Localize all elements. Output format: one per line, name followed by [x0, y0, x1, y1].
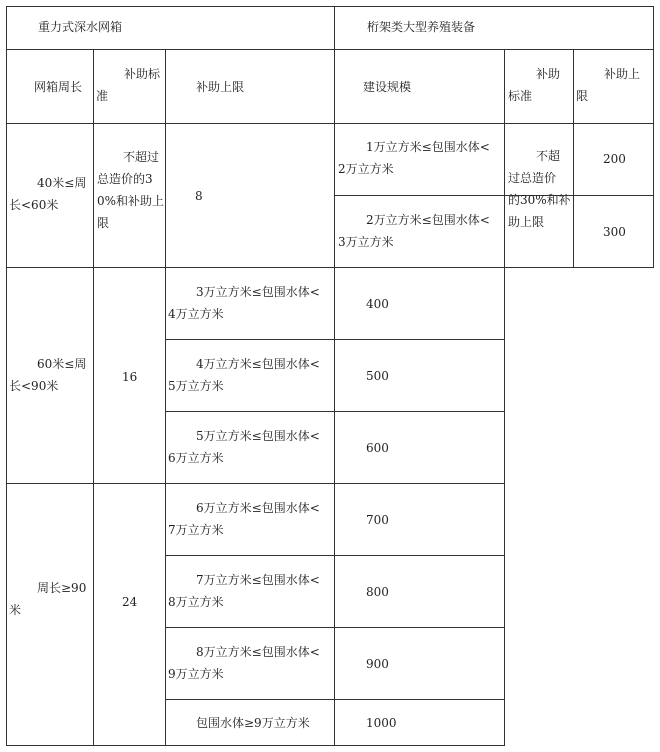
rule: [6, 6, 7, 746]
col-scale: 建设规模: [363, 80, 412, 94]
truss-scale-2-3: 2万立方米≤包围水体< 3万立方米: [338, 213, 490, 249]
scale-8-9: 8万立方米≤包围水体< 9万立方米: [168, 645, 320, 681]
limit-1000: 1000: [366, 716, 397, 730]
scale-4-5: 4万立方米≤包围水体< 5万立方米: [168, 357, 320, 393]
scale-7-8: 7万立方米≤包围水体< 8万立方米: [168, 573, 320, 609]
col-limit-left: 补助上限: [196, 80, 245, 94]
limit-800: 800: [366, 585, 389, 599]
standard-group-3: 24: [122, 595, 138, 609]
rule: [573, 195, 653, 196]
scale-6-7: 6万立方米≤包围水体< 7万立方米: [168, 501, 320, 537]
col-standard-right: 补助 标准: [508, 67, 561, 103]
limit-700: 700: [366, 513, 389, 527]
scale-3-4: 3万立方米≤包围水体< 4万立方米: [168, 285, 320, 321]
rule: [653, 6, 654, 268]
rule: [6, 123, 653, 124]
standard-group-1: 不超过 总造价的3 0%和补助上 限: [97, 150, 165, 230]
truss-limit-200: 200: [603, 152, 626, 166]
rule: [6, 267, 653, 268]
rule: [93, 49, 94, 746]
scale-5-6: 5万立方米≤包围水体< 6万立方米: [168, 429, 320, 465]
limit-900: 900: [366, 657, 389, 671]
scale-9-plus: 包围水体≥9万立方米: [196, 716, 310, 730]
col-limit-right: 补助上 限: [576, 67, 641, 103]
table-title-truss: 桁架类大型养殖装备: [367, 20, 476, 34]
truss-standard: 不超 过总造价 的30%和补 助上限: [508, 149, 571, 229]
truss-limit-300: 300: [603, 225, 626, 239]
rule: [6, 6, 653, 7]
col-standard-left: 补助标 准: [96, 67, 161, 103]
standard-group-2: 16: [122, 370, 138, 384]
limit-400: 400: [366, 297, 389, 311]
rule: [6, 483, 504, 484]
truss-scale-1-2: 1万立方米≤包围水体< 2万立方米: [338, 140, 490, 176]
rule: [6, 745, 504, 746]
limit-500: 500: [366, 369, 389, 383]
perimeter-90-plus: 周长≥90 米: [9, 581, 87, 617]
limit-600: 600: [366, 441, 389, 455]
limit-group-1: 8: [195, 189, 203, 203]
perimeter-40-60: 40米≤周 长<60米: [9, 176, 87, 212]
perimeter-60-90: 60米≤周 长<90米: [9, 357, 87, 393]
col-perimeter: 网箱周长: [34, 80, 83, 94]
rule: [6, 49, 653, 50]
table-title-net-cage: 重力式深水网箱: [38, 20, 123, 34]
